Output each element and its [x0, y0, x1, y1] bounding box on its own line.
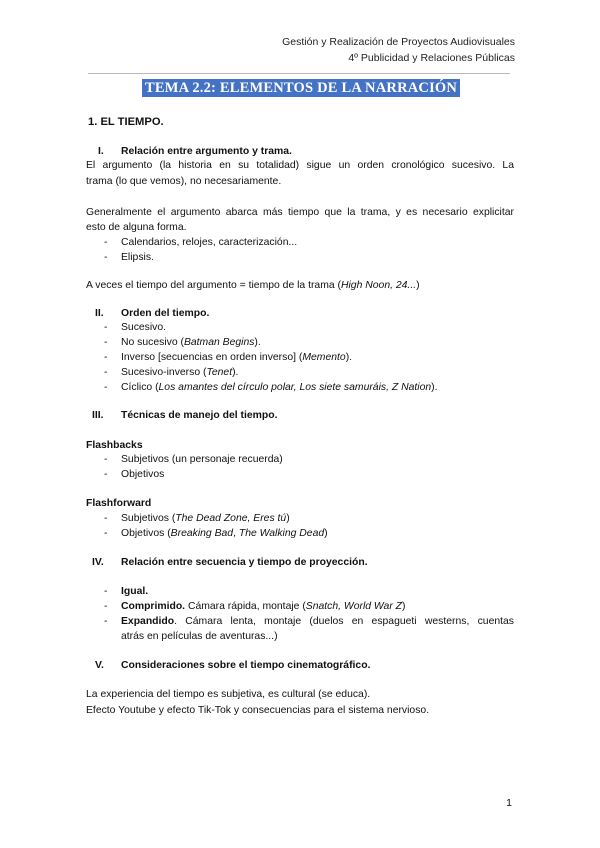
film-titles: High Noon, 24...: [341, 280, 417, 291]
bullet-dash: -: [104, 601, 108, 612]
film-title: The Walking Dead: [238, 528, 325, 539]
list-item-text: Sucesivo.: [121, 322, 167, 333]
subsection-number: IV.: [92, 557, 104, 568]
film-titles: Los amantes del círculo polar, Los siete samuráis, Z Nation: [158, 382, 432, 393]
list-item-text: Igual.: [121, 586, 149, 597]
text: ).: [431, 382, 438, 393]
bullet-dash: -: [104, 237, 108, 248]
text: ).: [254, 337, 261, 348]
paragraph-line: esto de alguna forma.: [86, 222, 187, 233]
text: ): [402, 601, 406, 612]
list-item-text: [121, 335, 261, 351]
text: ): [324, 528, 328, 539]
section-heading: 1. EL TIEMPO.: [88, 116, 164, 128]
list-item-text: [121, 350, 352, 366]
paragraph-line: Generalmente el argumento abarca más tiempo que la trama, y es necesario explicitar: [86, 207, 514, 218]
subsection-heading: Relación entre argumento y trama.: [121, 146, 292, 157]
text: ): [286, 513, 290, 524]
paragraph-line: El argumento (la historia en su totalidad) sigue un orden cronológico sucesivo. La: [86, 160, 514, 171]
list-item-text-continued: atrás en películas de aventuras...): [121, 631, 278, 642]
subsection-number: I.: [98, 146, 104, 157]
header-degree: 4º Publicidad y Relaciones Públicas: [348, 52, 515, 64]
list-item-text: Calendarios, relojes, caracterización...: [121, 237, 298, 248]
paragraph-line: La experiencia del tiempo es subjetiva, es cultural (se educa).: [86, 689, 371, 700]
bullet-dash: -: [104, 528, 108, 539]
film-title: Breaking Bad: [170, 528, 234, 539]
subsection-heading: Relación entre secuencia y tiempo de proyección.: [121, 557, 368, 568]
bullet-dash: -: [104, 322, 108, 333]
film-title: Tenet: [206, 367, 233, 378]
text: Subjetivos (: [121, 513, 176, 524]
subsection-heading: Orden del tiempo.: [121, 308, 210, 319]
document-title: TEMA 2.2: ELEMENTOS DE LA NARRACIÓN: [142, 79, 460, 97]
bullet-dash: -: [104, 454, 108, 465]
list-item-text: [121, 614, 514, 630]
bullet-dash: -: [104, 513, 108, 524]
text: No sucesivo (: [121, 337, 184, 348]
paragraph-line: [86, 278, 420, 294]
subheading: Flashforward: [86, 498, 152, 509]
page-number: 1: [506, 797, 512, 809]
subsection-number: V.: [95, 660, 104, 671]
list-item-text: Objetivos: [121, 469, 165, 480]
text: ,: [233, 528, 239, 539]
page-header: [282, 34, 515, 66]
text: ).: [345, 352, 353, 363]
text: Objetivos (: [121, 528, 171, 539]
paragraph-line: Efecto Youtube y efecto Tik-Tok y consecuencias para el sistema nervioso.: [86, 705, 430, 716]
list-item-text: Subjetivos (un personaje recuerda): [121, 454, 283, 465]
text: A veces el tiempo del argumento = tiempo de la trama (: [86, 280, 341, 291]
bullet-dash: -: [104, 586, 108, 597]
text: . Cámara lenta, montaje (duelos en espagueti westerns, cuentas: [174, 616, 514, 627]
header-divider: [88, 73, 510, 74]
subsection-number: III.: [92, 410, 104, 421]
film-title: Memento: [302, 352, 346, 363]
paragraph-line: trama (lo que vemos), no necesariamente.: [86, 176, 282, 187]
subsection-heading: Consideraciones sobre el tiempo cinematográfico.: [121, 660, 371, 671]
bullet-dash: -: [104, 367, 108, 378]
subsection-number: II.: [95, 308, 104, 319]
list-item-text: [121, 380, 438, 396]
text: Cámara rápida, montaje (: [185, 601, 306, 612]
film-title: Batman Begins: [183, 337, 255, 348]
subheading: Flashbacks: [86, 440, 143, 451]
term: Expandido: [121, 616, 175, 627]
bullet-dash: -: [104, 382, 108, 393]
list-item-text: [121, 365, 238, 381]
bullet-dash: -: [104, 337, 108, 348]
film-titles: Snatch, World War Z: [305, 601, 403, 612]
bullet-dash: -: [104, 469, 108, 480]
text: Sucesivo-inverso (: [121, 367, 207, 378]
list-item-text: [121, 511, 290, 527]
bullet-dash: -: [104, 252, 108, 263]
list-item-text: Elipsis.: [121, 252, 154, 263]
list-item-text: [121, 526, 328, 542]
bullet-dash: -: [104, 352, 108, 363]
text: ): [416, 280, 420, 291]
text: Inverso [secuencias en orden inverso] (: [121, 352, 303, 363]
list-item-text: [121, 599, 406, 615]
film-titles: The Dead Zone, Eres tú: [175, 513, 287, 524]
bullet-dash: -: [104, 616, 108, 627]
text: Cíclico (: [121, 382, 159, 393]
header-course: Gestión y Realización de Proyectos Audiovisuales: [282, 36, 515, 48]
term: Comprimido.: [121, 601, 186, 612]
subsection-heading: Técnicas de manejo del tiempo.: [121, 410, 278, 421]
text: ).: [232, 367, 239, 378]
